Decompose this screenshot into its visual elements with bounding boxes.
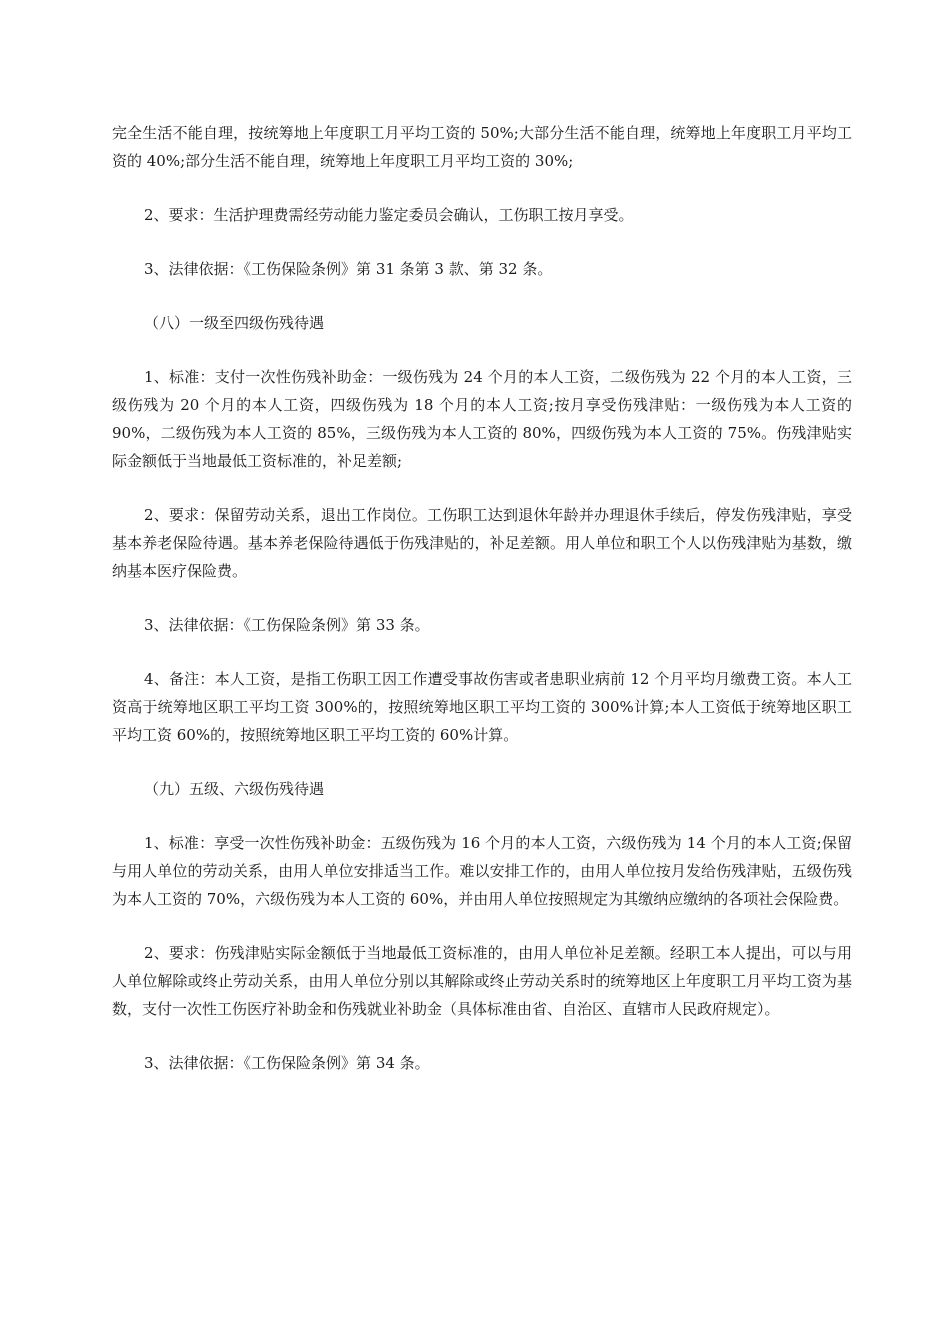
paragraph-nursing-standard-continued: 完全生活不能自理，按统筹地上年度职工月平均工资的 50%;大部分生活不能自理，统筹地上年度职工月平均工资的 40%;部分生活不能自理，统筹地上年度职工月平均工资的 30%; (112, 124, 852, 170)
paragraph-grade-5-6-legal-basis: 3、法律依据：《工伤保险条例》第 34 条。 (144, 1054, 430, 1072)
paragraph-grade-5-6-standard: 1、标准：享受一次性伤残补助金：五级伤残为 16 个月的本人工资，六级伤残为 14 个月的本人工资;保留与用人单位的劳动关系，由用人单位安排适当工作。难以安排工作的，由用人单位按月发给伤残津贴，五级伤残为本人工资的 70%，六级伤残为本人工资的 60%，并由用人单位按照规定为其缴纳应缴纳的各项社会保险费。 (112, 834, 852, 908)
paragraph-grade-1-4-requirement: 2、要求：保留劳动关系，退出工作岗位。工伤职工达到退休年龄并办理退休手续后，停发伤残津贴，享受基本养老保险待遇。基本养老保险待遇低于伤残津贴的，补足差额。用人单位和职工个人以伤残津贴为基数，缴纳基本医疗保险费。 (112, 506, 852, 580)
section-heading-grade-5-6: （九）五级、六级伤残待遇 (144, 780, 325, 798)
section-heading-grade-1-4: （八）一级至四级伤残待遇 (144, 314, 325, 332)
paragraph-grade-1-4-remark: 4、备注：本人工资，是指工伤职工因工作遭受事故伤害或者患职业病前 12 个月平均月缴费工资。本人工资高于统筹地区职工平均工资 300%的，按照统筹地区职工平均工资的 300%计算;本人工资低于统筹地区职工平均工资 60%的，按照统筹地区职工平均工资的 60%计算。 (112, 670, 852, 744)
paragraph-grade-5-6-requirement: 2、要求：伤残津贴实际金额低于当地最低工资标准的，由用人单位补足差额。经职工本人提出，可以与用人单位解除或终止劳动关系，由用人单位分别以其解除或终止劳动关系时的统筹地区上年度职工月平均工资为基数，支付一次性工伤医疗补助金和伤残就业补助金（具体标准由省、自治区、直辖市人民政府规定）。 (112, 944, 852, 1018)
document-body (112, 119, 852, 1103)
paragraph-nursing-legal-basis: 3、法律依据：《工伤保险条例》第 31 条第 3 款、第 32 条。 (144, 260, 553, 278)
paragraph-grade-1-4-legal-basis: 3、法律依据：《工伤保险条例》第 33 条。 (144, 616, 430, 634)
paragraph-nursing-requirement: 2、要求：生活护理费需经劳动能力鉴定委员会确认，工伤职工按月享受。 (144, 206, 634, 224)
paragraph-grade-1-4-standard: 1、标准：支付一次性伤残补助金：一级伤残为 24 个月的本人工资，二级伤残为 22 个月的本人工资，三级伤残为 20 个月的本人工资，四级伤残为 18 个月的本人工资;按月享受伤残津贴：一级伤残为本人工资的 90%，二级伤残为本人工资的 85%，三级伤残为本人工资的 80%，四级伤残为本人工资的 75%。伤残津贴实际金额低于当地最低工资标准的，补足差额; (112, 368, 852, 470)
